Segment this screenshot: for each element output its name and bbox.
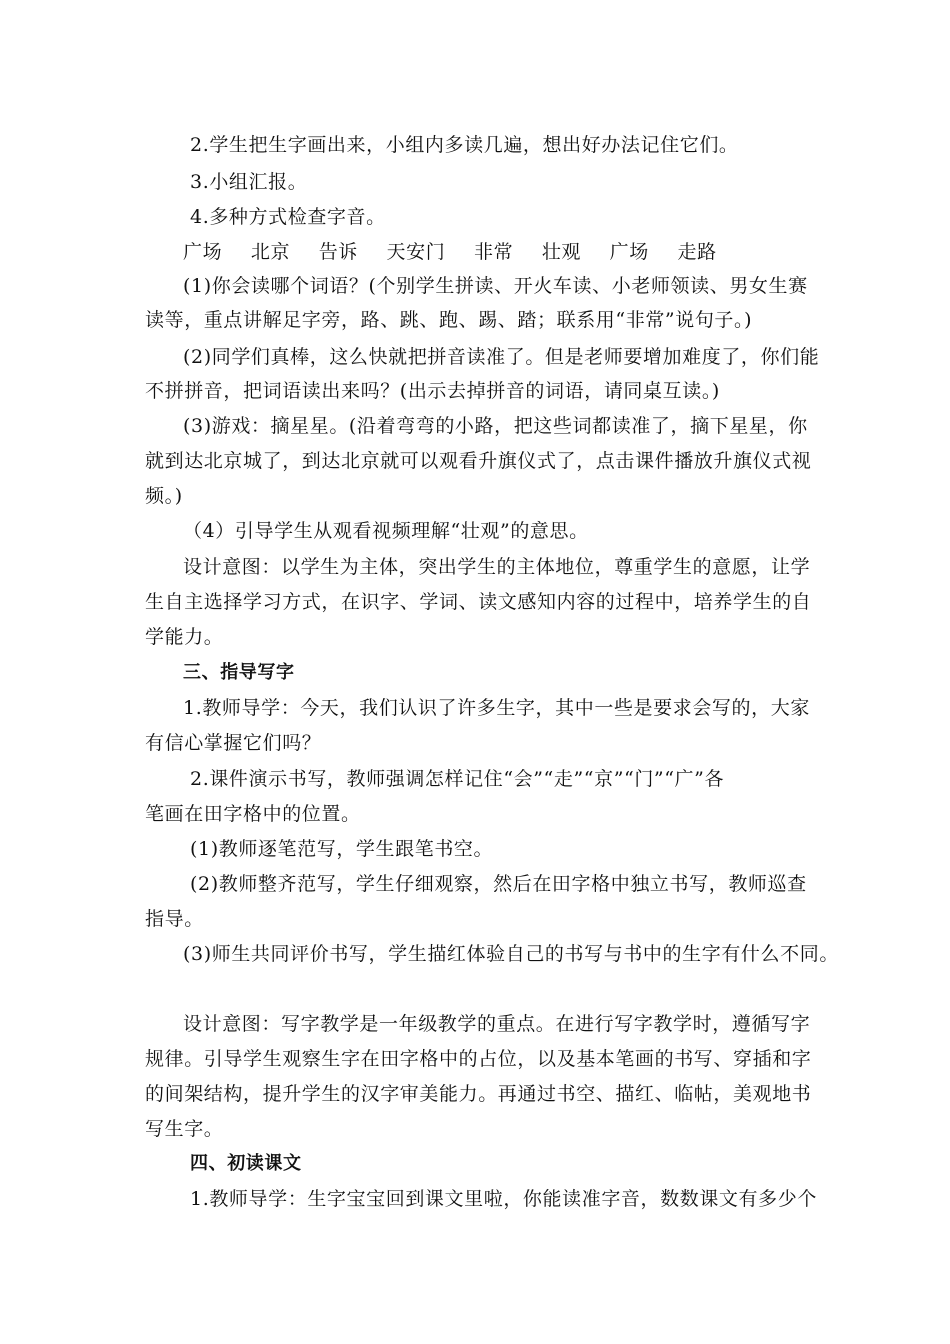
paragraph-line: (2)同学们真棒，这么快就把拼音读准了。但是老师要增加难度了，你们能 xyxy=(183,346,820,368)
word-item: 广场 xyxy=(183,241,223,263)
paragraph-line: (3)游戏：摘星星。(沿着弯弯的小路，把这些词都读准了，摘下星星，你 xyxy=(183,415,808,437)
paragraph-line: 2.学生把生字画出来，小组内多读几遍，想出好办法记住它们。 xyxy=(190,134,739,156)
paragraph-line: (2)教师整齐范写，学生仔细观察，然后在田字格中独立书写，教师巡查 xyxy=(190,873,807,895)
paragraph-line: (1)你会读哪个词语？(个别学生拼读、开火车读、小老师领读、男女生赛 xyxy=(183,275,808,297)
paragraph-line: 规律。引导学生观察生字在田字格中的占位，以及基本笔画的书写、穿插和字 xyxy=(145,1048,812,1070)
paragraph-line: 2.课件演示书写，教师强调怎样记住“会”“走”“京”“门”“广”各 xyxy=(190,768,725,790)
paragraph-line: 就到达北京城了，到达北京就可以观看升旗仪式了，点击课件播放升旗仪式视 xyxy=(145,450,812,472)
word-item: 非常 xyxy=(473,241,514,263)
paragraph-line: （4）引导学生从观看视频理解“壮观”的意思。 xyxy=(183,520,589,542)
paragraph-line: 笔画在田字格中的位置。 xyxy=(145,803,361,825)
paragraph-line: 设计意图：写字教学是一年级教学的重点。在进行写字教学时，遵循写字 xyxy=(183,1013,811,1035)
paragraph-line: (1)教师逐笔范写，学生跟笔书空。 xyxy=(190,838,494,860)
word-item: 壮观 xyxy=(541,241,582,263)
word-item: 天安门 xyxy=(386,241,446,263)
paragraph-line: 1.教师导学：生字宝宝回到课文里啦，你能读准字音，数数课文有多少个 xyxy=(190,1188,817,1210)
paragraph-line: 指导。 xyxy=(145,908,204,930)
section-heading: 四、初读课文 xyxy=(190,1153,302,1174)
paragraph-line: 1.教师导学：今天，我们认识了许多生字，其中一些是要求会写的，大家 xyxy=(183,697,810,719)
paragraph-line: 有信心掌握它们吗？ xyxy=(145,732,322,754)
word-item: 告诉 xyxy=(318,241,358,263)
paragraph-line: 生自主选择学习方式，在识字、学词、读文感知内容的过程中，培养学生的自 xyxy=(145,591,812,613)
paragraph-line: 不拼拼音，把词语读出来吗？(出示去掉拼音的词语，请同桌互读。) xyxy=(145,380,720,402)
word-item: 广场 xyxy=(609,241,649,263)
word-item: 走路 xyxy=(677,241,717,263)
paragraph-line: 4.多种方式检查字音。 xyxy=(190,206,386,228)
paragraph-line: 3.小组汇报。 xyxy=(190,171,308,193)
paragraph-line: 的间架结构，提升学生的汉字审美能力。再通过书空、描红、临帖，美观地书 xyxy=(145,1083,812,1105)
paragraph-line: 频。) xyxy=(145,485,183,507)
paragraph-line: 写生字。 xyxy=(145,1118,224,1140)
paragraph-line: (3)师生共同评价书写，学生描红体验自己的书写与书中的生字有什么不同。 xyxy=(183,943,839,965)
section-heading: 三、指导写字 xyxy=(183,662,295,683)
word-list xyxy=(183,240,739,264)
paragraph-line: 设计意图：以学生为主体，突出学生的主体地位，尊重学生的意愿，让学 xyxy=(183,556,811,578)
paragraph-line: 读等，重点讲解足字旁，路、跳、跑、踢、踏；联系用“非常”说句子。) xyxy=(145,309,753,331)
word-item: 北京 xyxy=(250,241,291,263)
paragraph-line: 学能力。 xyxy=(145,626,224,648)
